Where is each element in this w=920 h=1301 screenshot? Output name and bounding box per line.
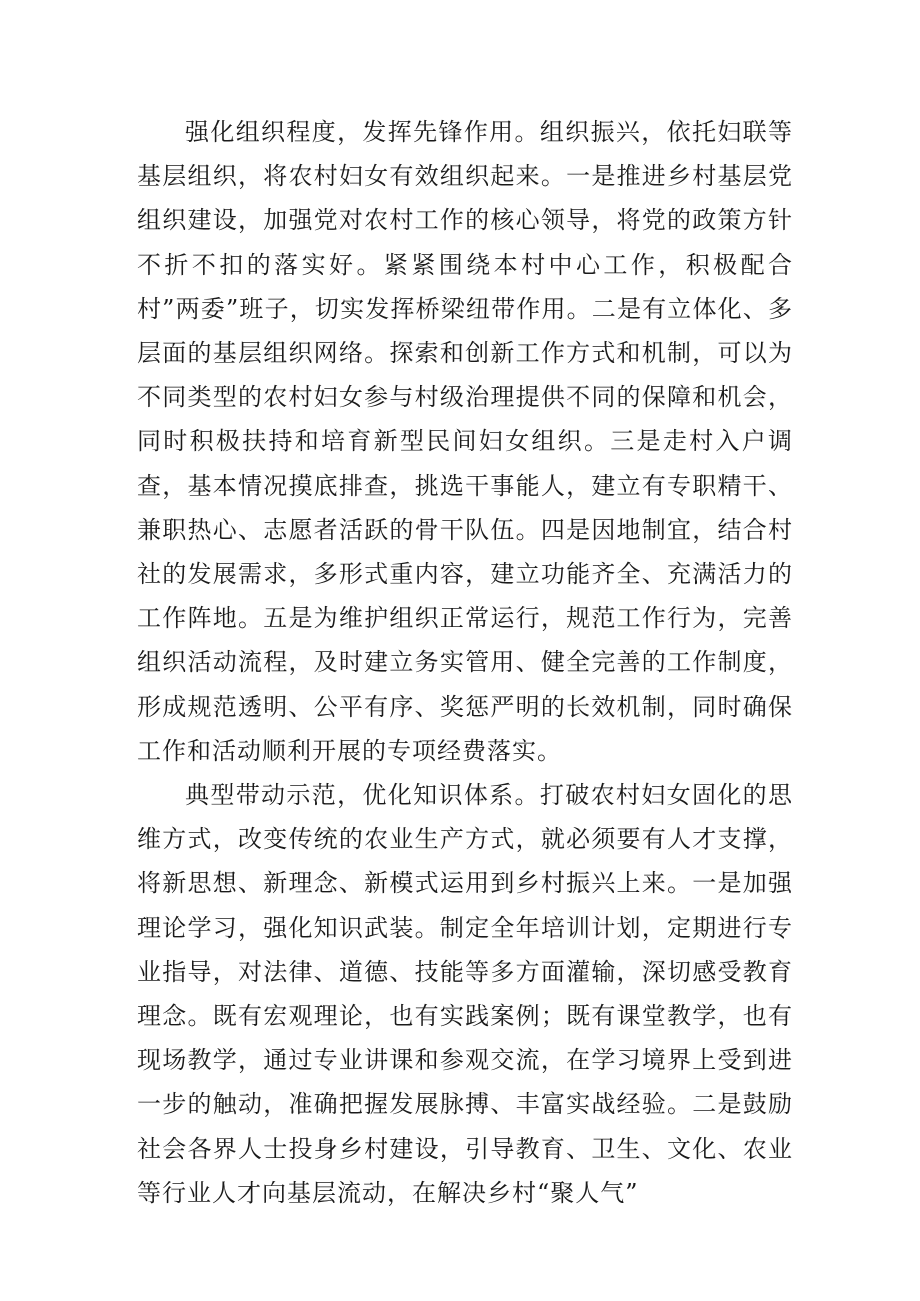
paragraph-knowledge: 典型带动示范，优化知识体系。打破农村妇女固化的思维方式，改变传统的农业生产方式，就必须要有人才支撑，将新思想、新理念、新模式运用到乡村振兴上来。一是加强理论学习，强化知识武装。制定全年培训计划，定期进行专业指导，对法律、道德、技能等多方面灌输，深切感受教育理念。既有宏观理论，也有实践案例；既有课堂教学，也有现场教学，通过专业讲课和参观交流，在学习境界上受到进一步的触动，准确把握发展脉搏、丰富实战经验。二是鼓励社会各界人士投身乡村建设，引导教育、卫生、文化、农业等行业人才向基层流动，在解决乡村“聚人气” [137,781,793,1207]
document-body [137,110,793,1215]
paragraph-organization: 强化组织程度，发挥先锋作用。组织振兴，依托妇联等基层组织，将农村妇女有效组织起来。一是推进乡村基层党组织建设，加强党对农村工作的核心领导，将党的政策方针不折不扣的落实好。紧紧围绕本村中心工作，积极配合村”两委”班子，切实发挥桥梁纽带作用。二是有立体化、多层面的基层组织网络。探索和创新工作方式和机制，可以为不同类型的农村妇女参与村级治理提供不同的保障和机会，同时积极扶持和培育新型民间妇女组织。三是走村入户调查，基本情况摸底排查，挑选干事能人，建立有专职精干、兼职热心、志愿者活跃的骨干队伍。四是因地制宜，结合村社的发展需求，多形式重内容，建立功能齐全、充满活力的工作阵地。五是为维护组织正常运行，规范工作行为，完善组织活动流程，及时建立务实管用、健全完善的工作制度，形成规范透明、公平有序、奖惩严明的长效机制，同时确保工作和活动顺利开展的专项经费落实。 [137,118,793,765]
